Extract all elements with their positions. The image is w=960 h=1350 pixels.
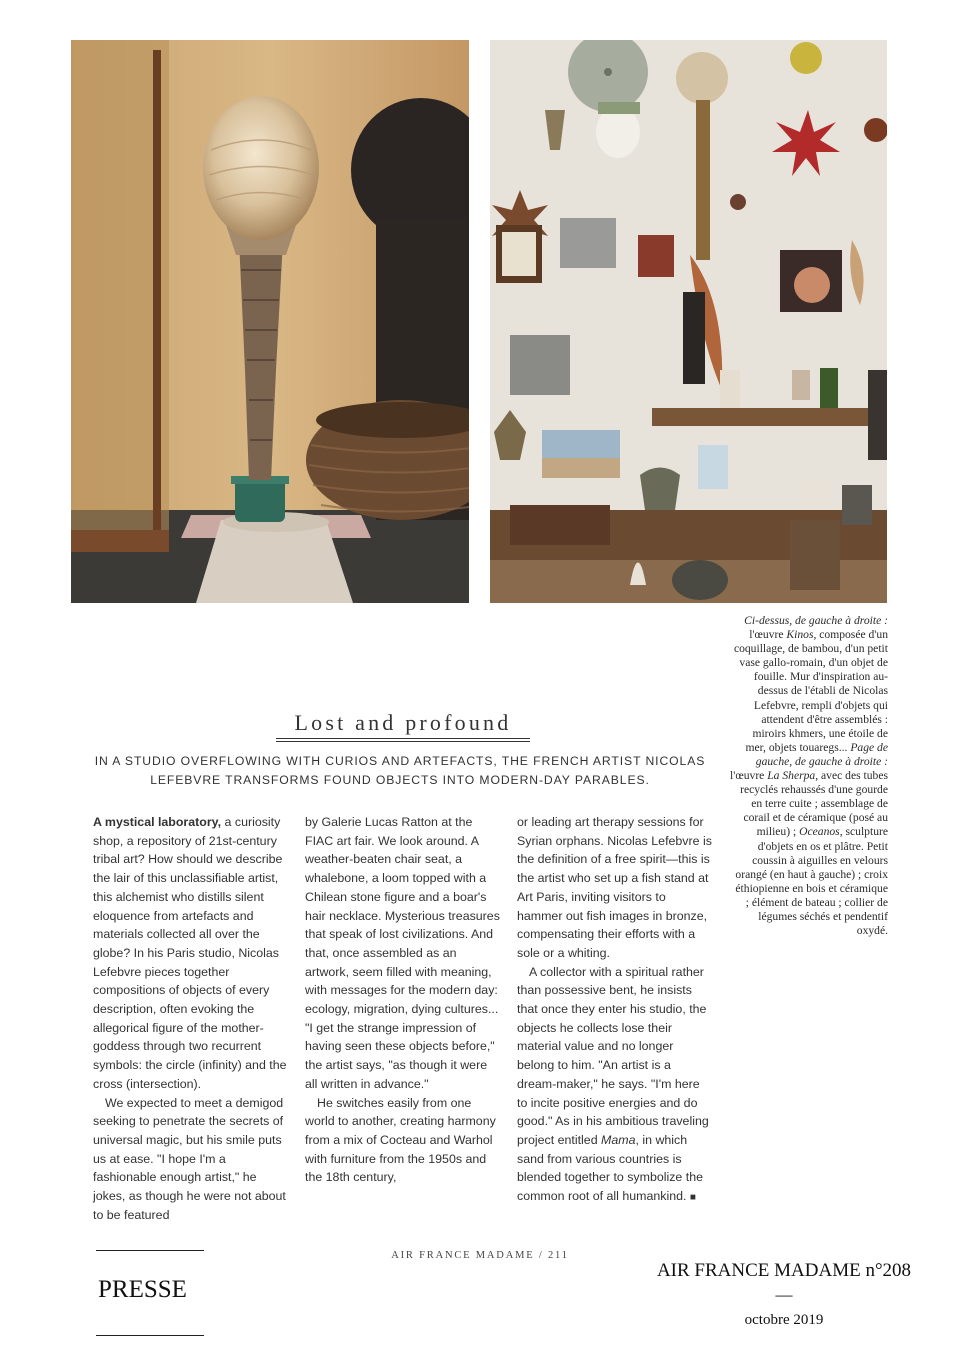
caption-work-3: Oceanos [799, 825, 840, 839]
photo-caption [730, 614, 888, 938]
paragraph [93, 813, 289, 1094]
paragraph-text: a curiosity shop, a repository of 21st-century tribal art? How should we describe the lair of this unclassifiable artist, this alchemist who distills silent eloquence from artefacts and materials collected all over the globe? In his Paris studio, Nicolas Lefebvre pieces together compositions of objects of every description, often evoking the allegorical figure of the mother-goddess through two recurrent symbols: the circle (infinity) and the cross (intersection). [93, 815, 287, 1091]
magazine-issue: AIR FRANCE MADAME n°208 [656, 1260, 912, 1281]
divider-bottom [96, 1335, 204, 1336]
article-deck: IN A STUDIO OVERFLOWING WITH CURIOS AND ARTEFACTS, THE FRENCH ARTIST NICOLAS LEFEBVRE TRANSFORMS FOUND OBJECTS INTO MODERN-DAY PARABLES. [94, 754, 706, 787]
paragraph: or leading art therapy sessions for Syrian orphans. Nicolas Lefebvre is the definition of a free spirit—this is the artist who set up a fish stand at Art Paris, inviting visitors to hammer out fish images in bronze, compensating their efforts with a sole or a whiting. [517, 815, 712, 960]
article-column-2 [305, 813, 501, 1187]
caption-text-2a: l'œuvre [730, 769, 768, 783]
divider-top [96, 1250, 204, 1251]
paragraph: by Galerie Lucas Ratton at the FIAC art fair. We look around. A weather-beaten chair seat, a whalebone, a loom topped with a Chilean stone figure and a boar's hair necklace. Mysterious treasures that speak of lost civilizations. And that, once assembled as an artwork, seem filled with meaning, with messages for the modern day: ecology, migration, dying cultures... "I get the strange impression of having seen these objects before," the artist says, "as though it were all written in advance." [305, 815, 500, 1091]
section-label: PRESSE [98, 1276, 187, 1303]
page-folio: AIR FRANCE MADAME / 211 [391, 1250, 569, 1261]
issue-date: octobre 2019 [744, 1312, 824, 1328]
caption-heading-2: Page de gauche, de gauche à droite : [755, 740, 888, 768]
paragraph: He switches easily from one world to another, creating harmony from a mix of Cocteau and Warhol with furniture from the 1950s and the 18th century, [305, 1095, 496, 1185]
caption-heading-1: Ci-dessus, de gauche à droite : [744, 614, 888, 627]
caption-work-1: Kinos [786, 628, 814, 642]
paragraph-text: A collector with a spiritual rather than possessive bent, he insists that once they enter his studio, the objects he collects lose their material value and no longer belong to him. "An artist is a dream-maker," he says. "I'm here to incite positive energies and do good." As in his ambitious traveling project entitled [517, 964, 709, 1147]
caption-text-2b: , avec des tubes recyclés rehaussés d'une gourde en terre cuite ; assemblage de corail et de céramique (posé au milieu) ; [740, 769, 888, 839]
project-title: Mama [601, 1132, 636, 1147]
caption-text-2c: , sculpture d'objets en os et plâtre. Petit coussin à aiguilles en velours orangé (en haut à gauche) ; croix éthiopienne en bois et céramique ; élément de bateau ; collier de légumes séchés et pendentif oxydé. [735, 825, 888, 938]
caption-text-1b: , composée d'un coquillage, de bambou, d'un petit vase gallo-romain, d'un objet de fouille. Mur d'inspiration au-dessus de l'établi de Nicolas Lefebvre, rempli d'objets qui attendent d'être assemblés : miroirs khmers, une étoile de mer, objets touaregs... [733, 628, 888, 754]
lead-in: A mystical laboratory, [93, 815, 222, 829]
photo-right-inspiration-wall [490, 40, 887, 603]
issue-dash: — [775, 1285, 793, 1304]
paragraph: We expected to meet a demigod seeking to penetrate the secrets of universal magic, but his smile puts us at ease. "I hope I'm a fashionable enough artist," he jokes, as though he were not about to be featured [93, 1095, 286, 1222]
article-title: Lost and profound [276, 710, 530, 742]
caption-text-1a: l'œuvre [749, 628, 787, 642]
paragraph-text: , in which sand from various countries is blended together to symbolize the common root of all humankind. [517, 1132, 703, 1204]
caption-work-2: La Sherpa [767, 769, 816, 783]
end-mark: ■ [689, 1192, 696, 1204]
paragraph [517, 963, 713, 1208]
photo-left-sculpture [71, 40, 469, 603]
article-column-1 [93, 813, 289, 1224]
article-column-3 [517, 813, 713, 1208]
